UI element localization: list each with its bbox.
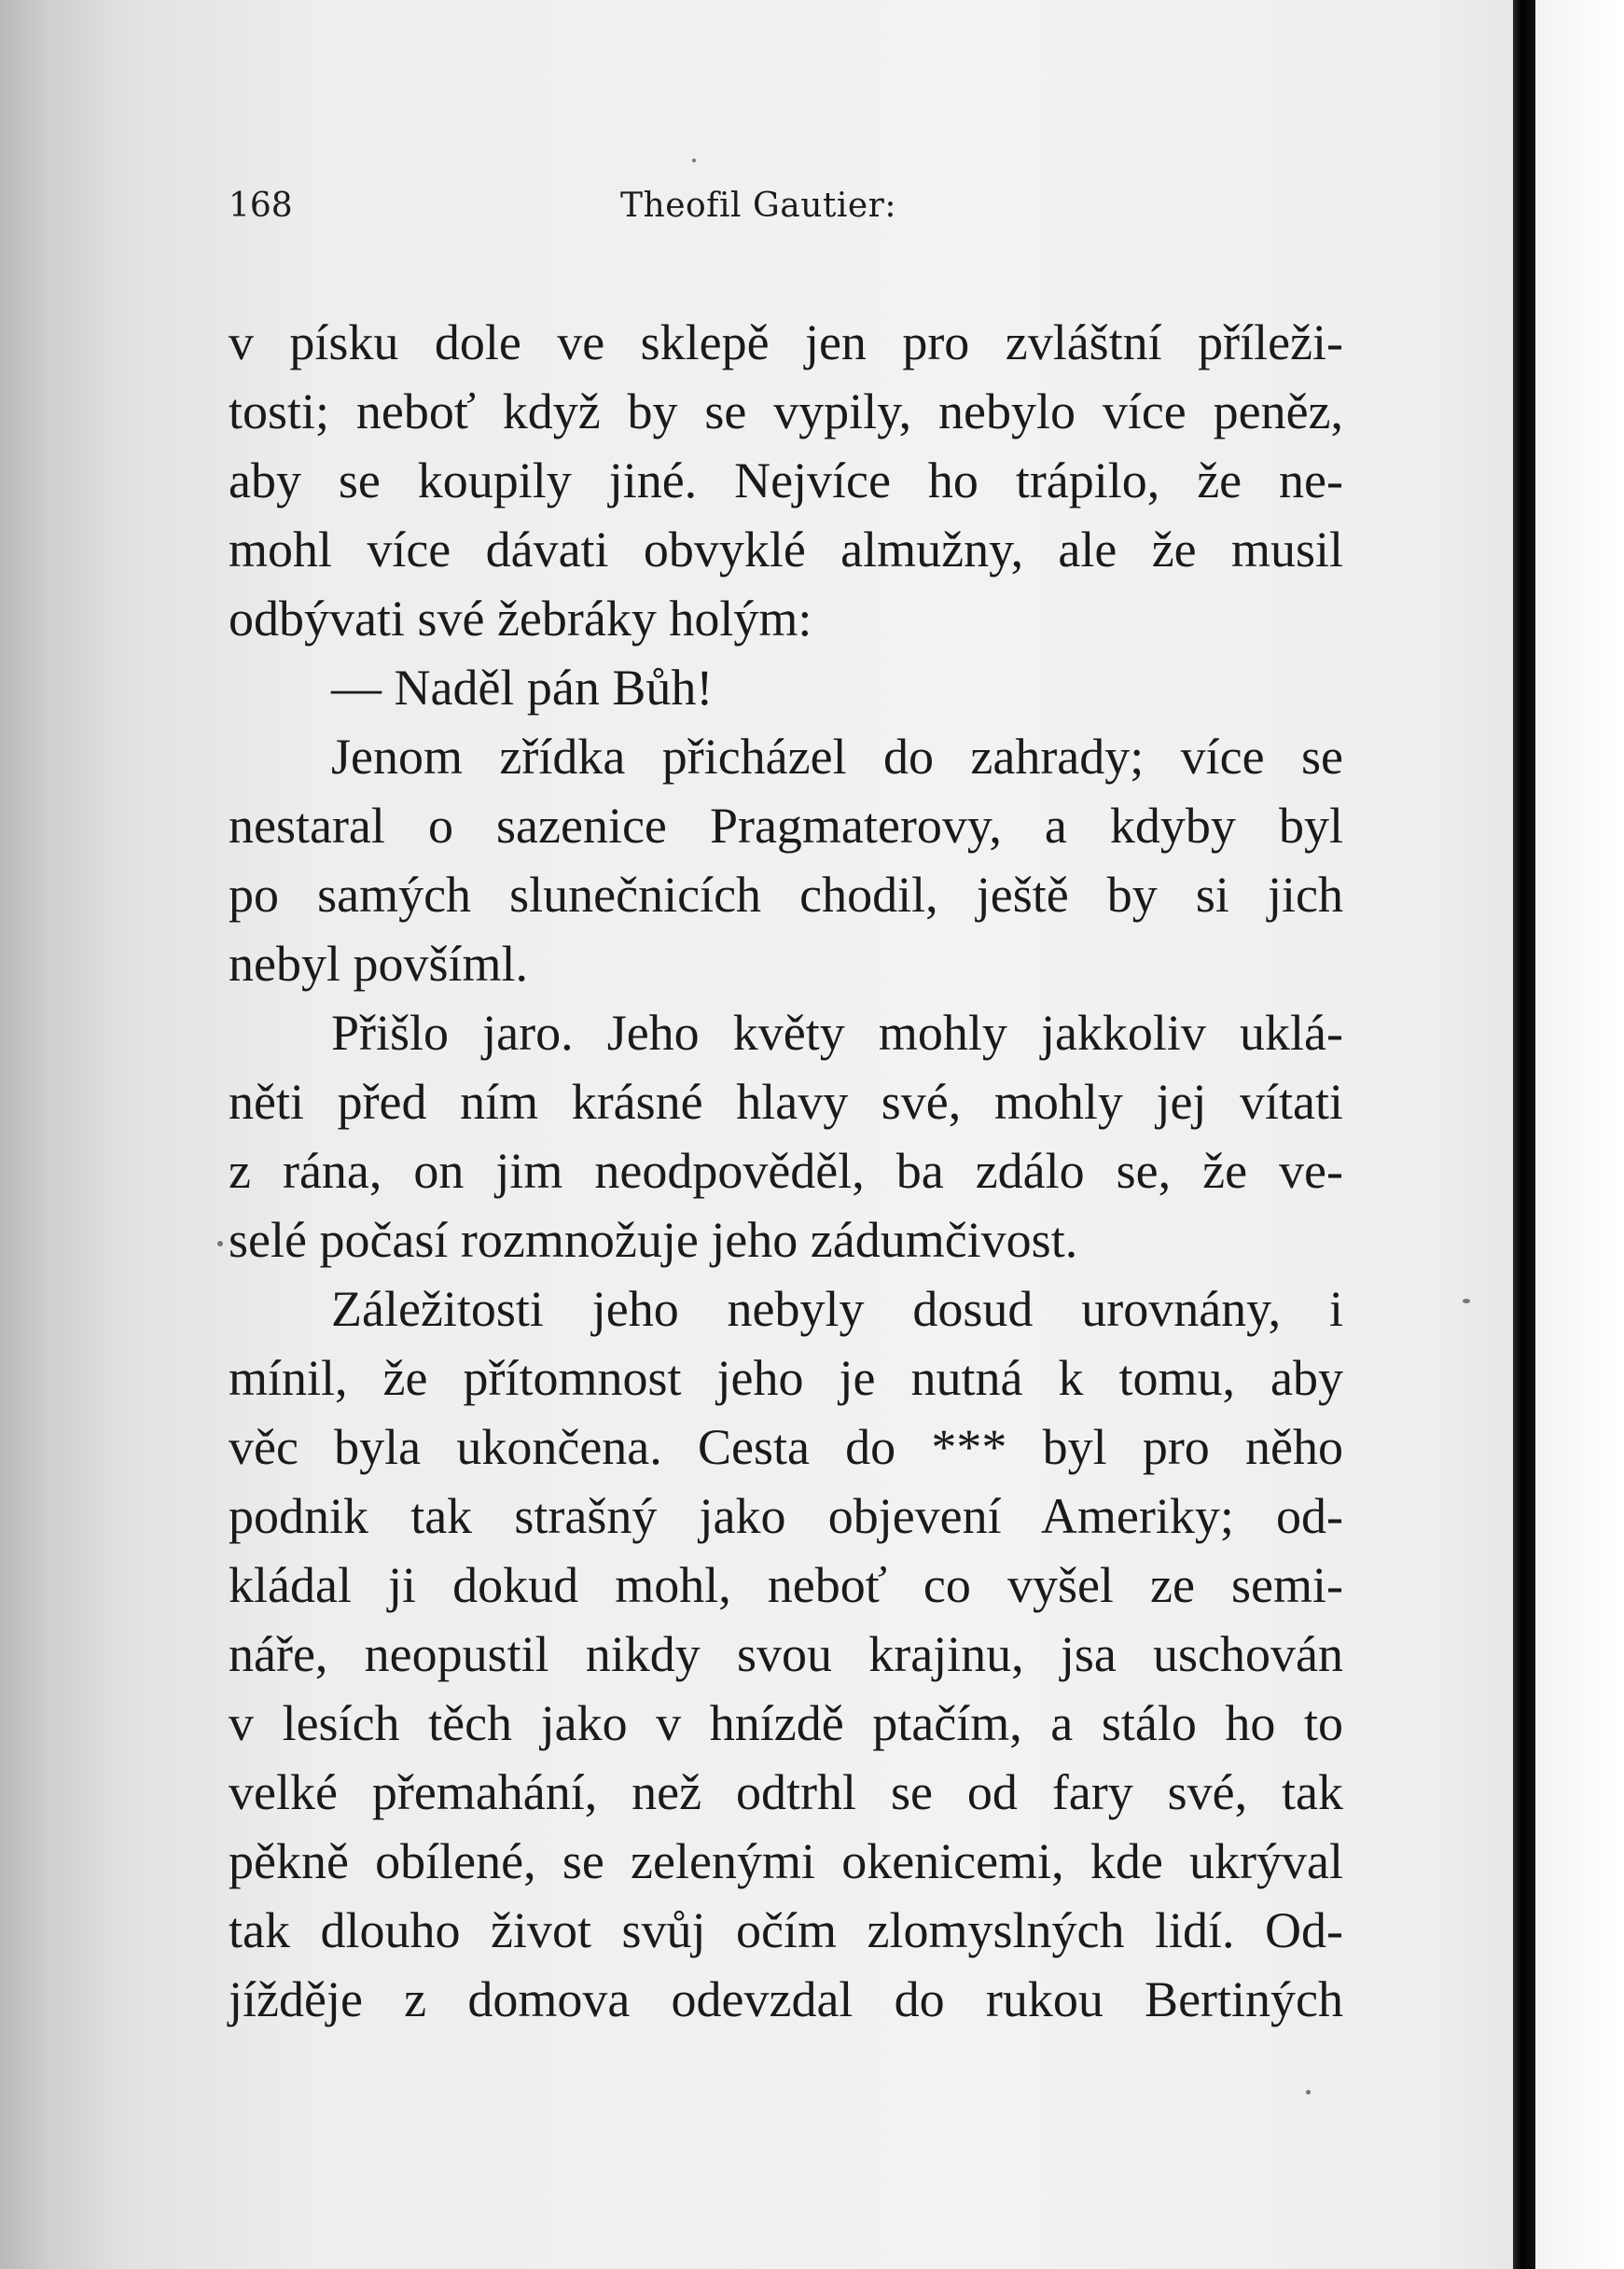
text-line: z rána, on jim neodpověděl, ba zdálo se, že ve- <box>229 1143 1343 1199</box>
dialogue-line: — Naděl pán Bůh! <box>331 660 714 716</box>
text-line: po samých slunečnicích chodil, ještě by si jich <box>229 867 1343 923</box>
text-line: nestaral o sazenice Pragmaterovy, a kdyby byl <box>229 798 1343 854</box>
text-line: tosti; neboť když by se vypily, nebylo více peněz, <box>229 383 1343 439</box>
text-line: pěkně obílené, se zelenými okenicemi, kde ukrýval <box>229 1833 1343 1889</box>
text-line: jížděje z domova odevzdal do rukou Bertiných <box>229 1971 1343 2027</box>
scan-speck <box>217 1241 223 1246</box>
scan-speck <box>692 159 696 162</box>
scan-speck <box>1306 2090 1311 2095</box>
text-line: v písku dole ve sklepě jen pro zvláštní příleži- <box>229 314 1343 370</box>
page-header <box>229 187 1348 233</box>
text-line: mohl více dávati obvyklé almužny, ale že musil <box>229 522 1343 578</box>
text-line: nebyl povšíml. <box>229 936 528 992</box>
book-gutter-shadow <box>1513 0 1535 2269</box>
paragraph-start-line: Záležitosti jeho nebyly dosud urovnány, i <box>331 1281 1343 1337</box>
text-line: náře, neopustil nikdy svou krajinu, jsa uschován <box>229 1626 1343 1682</box>
text-line: věc byla ukončena. Cesta do *** byl pro něho <box>229 1419 1343 1475</box>
paragraph-start-line: Jenom zřídka přicházel do zahrady; více se <box>331 729 1343 785</box>
text-line: v lesích těch jako v hnízdě ptačím, a stálo ho to <box>229 1695 1343 1751</box>
running-head: Theofil Gautier: <box>620 187 896 225</box>
text-line: kládal ji dokud mohl, neboť co vyšel ze semi- <box>229 1557 1343 1613</box>
text-line: velké přemahání, než odtrhl se od fary své, tak <box>229 1764 1343 1820</box>
text-line: mínil, že přítomnost jeho je nutná k tomu, aby <box>229 1350 1343 1406</box>
text-line: něti před ním krásné hlavy své, mohly jej vítati <box>229 1074 1343 1130</box>
page-number: 168 <box>229 187 293 225</box>
scan-speck <box>1463 1299 1470 1303</box>
text-line: selé počasí rozmnožuje jeho zádumčivost. <box>229 1212 1078 1268</box>
body-text <box>229 308 1343 2034</box>
text-line: odbývati své žebráky holým: <box>229 591 812 647</box>
text-line: tak dlouho život svůj očím zlomyslných lidí. Od- <box>229 1902 1343 1958</box>
adjacent-page-edge <box>1535 0 1624 2269</box>
text-line: podnik tak strašný jako objevení Ameriky; od- <box>229 1488 1343 1544</box>
paragraph-start-line: Přišlo jaro. Jeho květy mohly jakkoliv uklá- <box>331 1005 1343 1061</box>
text-line: aby se koupily jiné. Nejvíce ho trápilo, že ne- <box>229 452 1343 508</box>
